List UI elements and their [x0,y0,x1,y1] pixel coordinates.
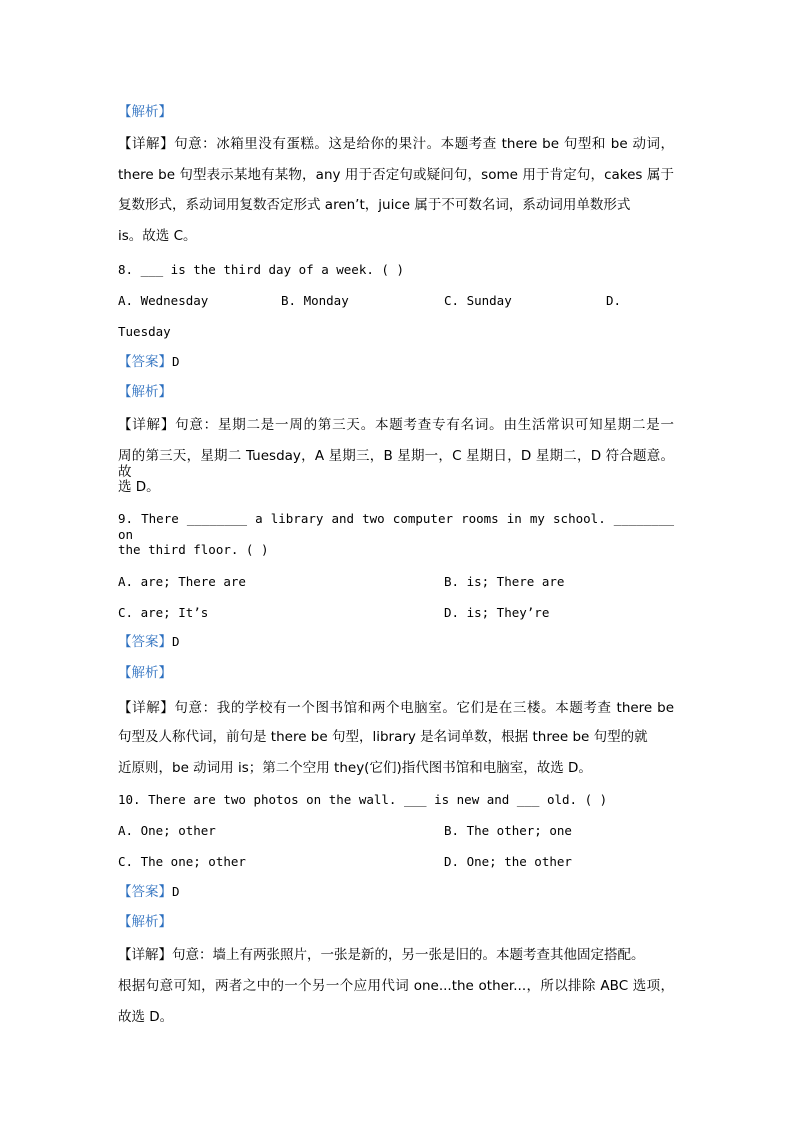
q9-option-a: A. are; There are [118,574,246,589]
q8-option-d: D. [606,293,622,308]
detail-label: 【详解】 [118,417,176,433]
detail-label: 【详解】 [118,947,172,963]
q9-option-c: C. are; It’s [118,605,209,620]
q10-detail-line: 故选 D。 [118,1009,174,1025]
q8-question: 8. ___ is the third day of a week. ( ) [118,262,404,277]
q9-detail-line: 【详解】句意：我的学校有一个图书馆和两个电脑室。它们是在三楼。本题考查 there be [118,700,675,716]
q10-option-c: C. The one; other [118,854,246,869]
q10-option-a: A. One; other [118,823,216,838]
analysis-label: 【解析】 [118,104,172,120]
analysis-label: 【解析】 [118,914,172,930]
answer-label: 【答案】 [118,634,172,650]
q10-option-d: D. One; the other [444,854,572,869]
q9-option-b: B. is; There are [444,574,565,589]
q8-detail-line: 周的第三天，星期二 Tuesday，A 星期三，B 星期一，C 星期日，D 星期二，D 符合题意。故 [118,448,674,480]
q10-answer: 【答案】D [118,884,180,900]
q9-question-line: 9. There ________ a library and two computer rooms in my school. ________ on [118,511,674,542]
q10-detail-line: 【详解】句意：墙上有两张照片，一张是新的，另一张是旧的。本题考查其他固定搭配。 [118,947,645,963]
q7-detail-line: 【详解】句意：冰箱里没有蛋糕。这是给你的果汁。本题考查 there be 句型和 be 动词， [118,136,675,152]
q9-option-d: D. is; They’re [444,605,550,620]
q10-question: 10. There are two photos on the wall. ___ is new and ___ old. ( ) [118,792,608,807]
q9-question-line: the third floor. ( ) [118,542,269,557]
analysis-label: 【解析】 [118,665,172,681]
q7-detail-line: there be 句型表示某地有某物，any 用于否定句或疑问句，some 用于肯定句，cakes 属于 [118,167,674,183]
q8-option-d-text: Tuesday [118,324,171,339]
q8-detail-line: 【详解】句意：星期二是一周的第三天。本题考查专有名词。由生活常识可知星期二是一 [118,417,675,433]
q8-option-b: B. Monday [281,293,349,308]
detail-label: 【详解】 [118,700,175,716]
q8-option-c: C. Sunday [444,293,512,308]
detail-label: 【详解】 [118,136,175,152]
q8-answer: 【答案】D [118,354,180,370]
q9-answer: 【答案】D [118,634,180,650]
q10-option-b: B. The other; one [444,823,572,838]
q8-detail-line: 选 D。 [118,479,160,495]
q9-detail-line: 近原则，be 动词用 is；第二个空用 they(它们)指代图书馆和电脑室，故选 D。 [118,760,592,776]
analysis-label: 【解析】 [118,384,172,400]
answer-label: 【答案】 [118,354,172,370]
answer-label: 【答案】 [118,884,172,900]
q7-detail-line: 复数形式，系动词用复数否定形式 aren’t，juice 属于不可数名词，系动词用单数形式 [118,197,631,213]
q7-detail-line: is。故选 C。 [118,228,197,244]
q8-option-a: A. Wednesday [118,293,209,308]
q9-detail-line: 句型及人称代词，前句是 there be 句型，library 是名词单数，根据 three be 句型的就 [118,729,648,745]
q10-detail-line: 根据句意可知，两者之中的一个另一个应用代词 one...the other...，所以排除 ABC 选项， [118,978,674,994]
